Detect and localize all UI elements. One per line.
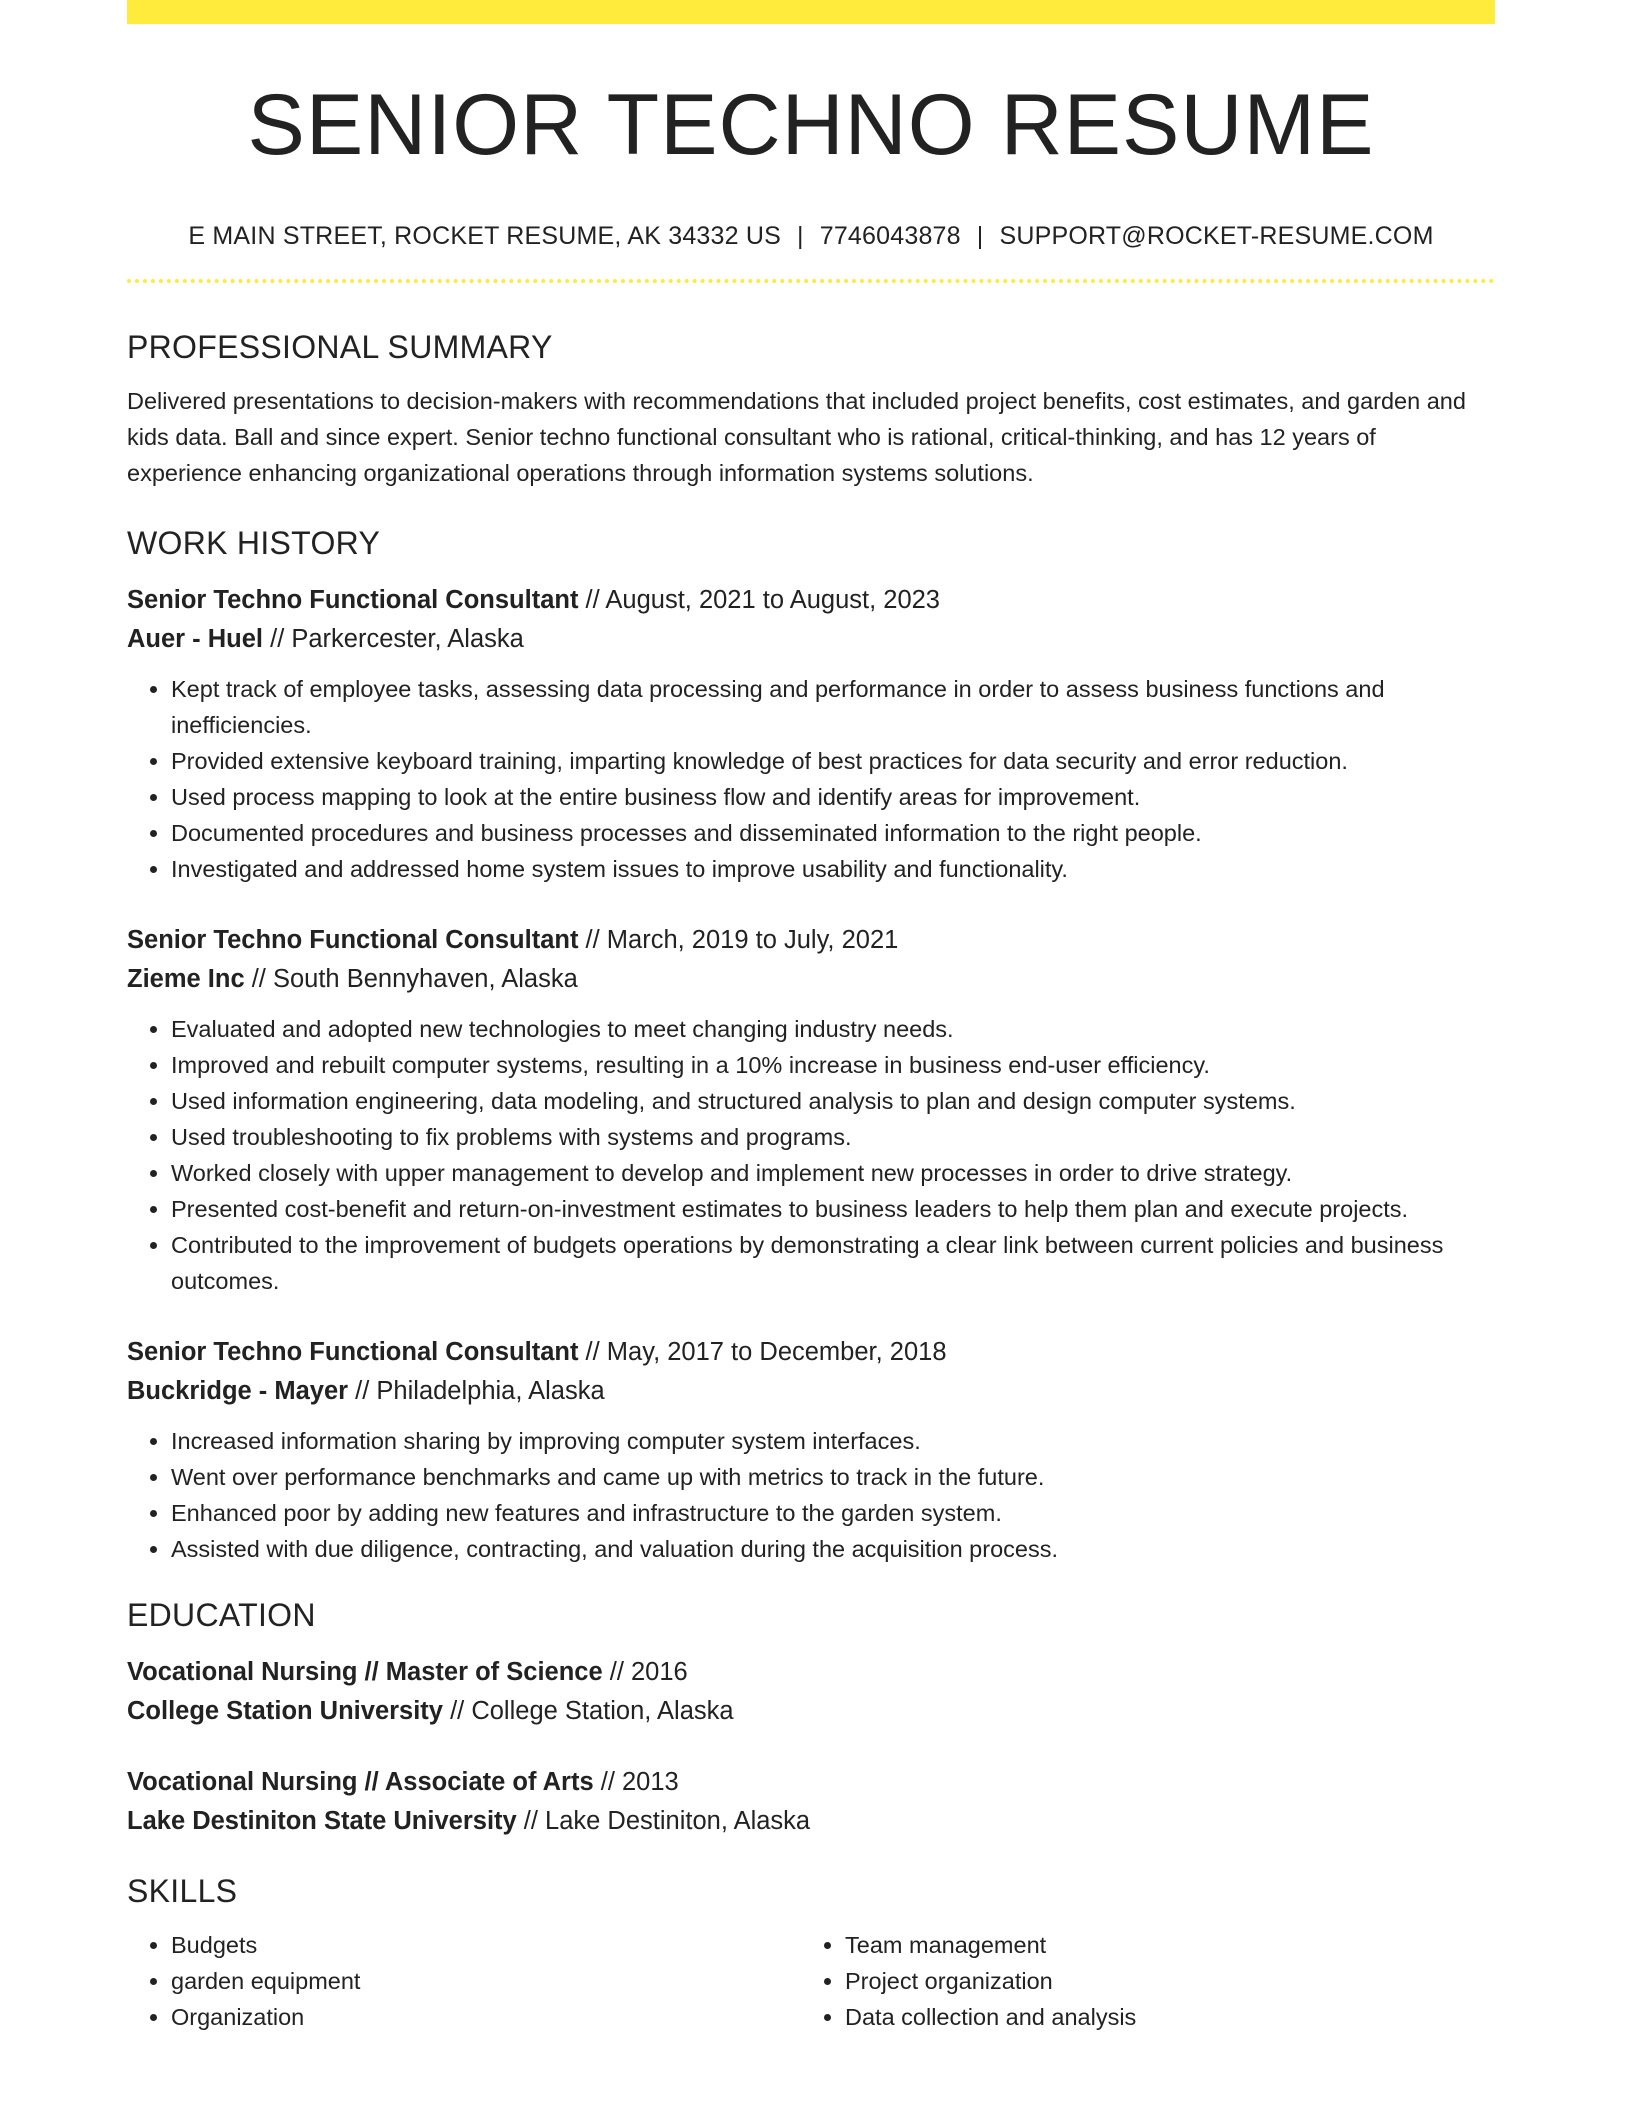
job-dates: // May, 2017 to December, 2018	[578, 1338, 947, 1366]
education-entry	[127, 1763, 1495, 1841]
job-location: // South Bennyhaven, Alaska	[244, 965, 578, 993]
list-item: • Enhanced poor by adding new features and infrastructure to the garden system.	[171, 1495, 1495, 1531]
education-degree-line	[127, 1653, 1495, 1692]
list-item: • Documented procedures and business processes and disseminated information to the right people.	[171, 815, 1495, 851]
job-title-line	[127, 1333, 1495, 1372]
skills-list	[127, 1927, 1495, 2035]
list-item: • Budgets	[171, 1927, 801, 1963]
education-year: // 2013	[593, 1768, 679, 1796]
list-item: • Team management	[845, 1927, 1495, 1963]
summary-text: Delivered presentations to decision-makers with recommendations that included project benefits, cost estimates, and garden and kids data. Ball and since expert. Senior techno functional consultant who is rational, critical-thinking, and has 12 years of experience enhancing organizational operations through information systems solutions.	[127, 388, 1466, 486]
job-entry	[127, 1333, 1495, 1567]
education-location: // College Station, Alaska	[443, 1697, 734, 1725]
contact-separator: |	[976, 222, 984, 250]
resume-page	[127, 0, 1495, 2035]
job-entry	[127, 921, 1495, 1299]
education-school: College Station University	[127, 1697, 443, 1725]
job-bullets	[127, 1011, 1495, 1299]
phone-text: 7746043878	[819, 222, 961, 250]
list-item: • Investigated and addressed home system issues to improve usability and functionality.	[171, 851, 1495, 887]
skills-heading: SKILLS	[127, 1873, 238, 1909]
education-degree-line	[127, 1763, 1495, 1802]
page-title: SENIOR TECHNO RESUME	[247, 77, 1375, 173]
job-location: // Philadelphia, Alaska	[348, 1377, 605, 1405]
education-degree: Vocational Nursing // Master of Science	[127, 1658, 603, 1686]
education-entry	[127, 1653, 1495, 1731]
list-item: • Used process mapping to look at the entire business flow and identify areas for improvement.	[171, 779, 1495, 815]
job-title-line	[127, 581, 1495, 620]
list-item: • Organization	[171, 1999, 801, 2035]
list-item: • Contributed to the improvement of budgets operations by demonstrating a clear link between current policies and business outcomes.	[171, 1227, 1495, 1299]
contact-separator: |	[797, 222, 804, 250]
job-role: Senior Techno Functional Consultant	[127, 926, 579, 954]
list-item: • Worked closely with upper management to develop and implement new processes in order to drive strategy.	[171, 1155, 1495, 1191]
list-item: • Assisted with due diligence, contracting, and valuation during the acquisition process.	[171, 1531, 1495, 1567]
job-bullets	[127, 671, 1495, 887]
list-item: • Project organization	[845, 1963, 1495, 1999]
list-item: • Went over performance benchmarks and came up with metrics to track in the future.	[171, 1459, 1495, 1495]
job-company: Auer - Huel	[127, 625, 264, 653]
list-item: • Evaluated and adopted new technologies to meet changing industry needs.	[171, 1011, 1495, 1047]
list-item: • Used information engineering, data modeling, and structured analysis to plan and design computer systems.	[171, 1083, 1495, 1119]
education-school-line	[127, 1802, 1495, 1841]
list-item: • garden equipment	[171, 1963, 801, 1999]
list-item: • Increased information sharing by improving computer system interfaces.	[171, 1423, 1495, 1459]
email-text: SUPPORT@ROCKET-RESUME.COM	[999, 222, 1434, 250]
education-heading: EDUCATION	[127, 1597, 316, 1633]
job-dates: // March, 2019 to July, 2021	[578, 926, 899, 954]
list-item: • Presented cost-benefit and return-on-investment estimates to business leaders to help them plan and execute projects.	[171, 1191, 1495, 1227]
job-dates: // August, 2021 to August, 2023	[578, 586, 940, 614]
job-bullets	[127, 1423, 1495, 1567]
job-location: // Parkercester, Alaska	[263, 625, 524, 653]
list-item: • Kept track of employee tasks, assessing data processing and performance in order to assess business functions and inefficiencies.	[171, 671, 1495, 743]
contact-line	[127, 224, 1495, 249]
list-item: • Provided extensive keyboard training, imparting knowledge of best practices for data security and error reduction.	[171, 743, 1495, 779]
education-degree: Vocational Nursing // Associate of Arts	[127, 1768, 594, 1796]
education-school: Lake Destiniton State University	[127, 1807, 517, 1835]
education-location: // Lake Destiniton, Alaska	[516, 1807, 811, 1835]
job-company: Zieme Inc	[127, 965, 245, 993]
job-company-line	[127, 960, 1495, 999]
list-item: • Used troubleshooting to fix problems with systems and programs.	[171, 1119, 1495, 1155]
skills-column-left	[127, 1927, 801, 2035]
job-company-line	[127, 1372, 1495, 1411]
list-item: • Improved and rebuilt computer systems, resulting in a 10% increase in business end-user efficiency.	[171, 1047, 1495, 1083]
skills-column-right	[801, 1927, 1495, 2035]
dotted-divider	[127, 279, 1495, 283]
education-school-line	[127, 1692, 1495, 1731]
summary-heading: PROFESSIONAL SUMMARY	[127, 329, 553, 365]
top-accent-bar	[127, 0, 1495, 24]
job-entry	[127, 581, 1495, 887]
work-history-heading: WORK HISTORY	[127, 525, 381, 561]
list-item: • Data collection and analysis	[845, 1999, 1495, 2035]
job-company: Buckridge - Mayer	[127, 1377, 349, 1405]
address-text: E MAIN STREET, ROCKET RESUME, AK 34332 US	[188, 222, 782, 250]
job-role: Senior Techno Functional Consultant	[127, 1338, 579, 1366]
job-company-line	[127, 620, 1495, 659]
job-role: Senior Techno Functional Consultant	[127, 586, 579, 614]
education-year: // 2016	[602, 1658, 688, 1686]
job-title-line	[127, 921, 1495, 960]
